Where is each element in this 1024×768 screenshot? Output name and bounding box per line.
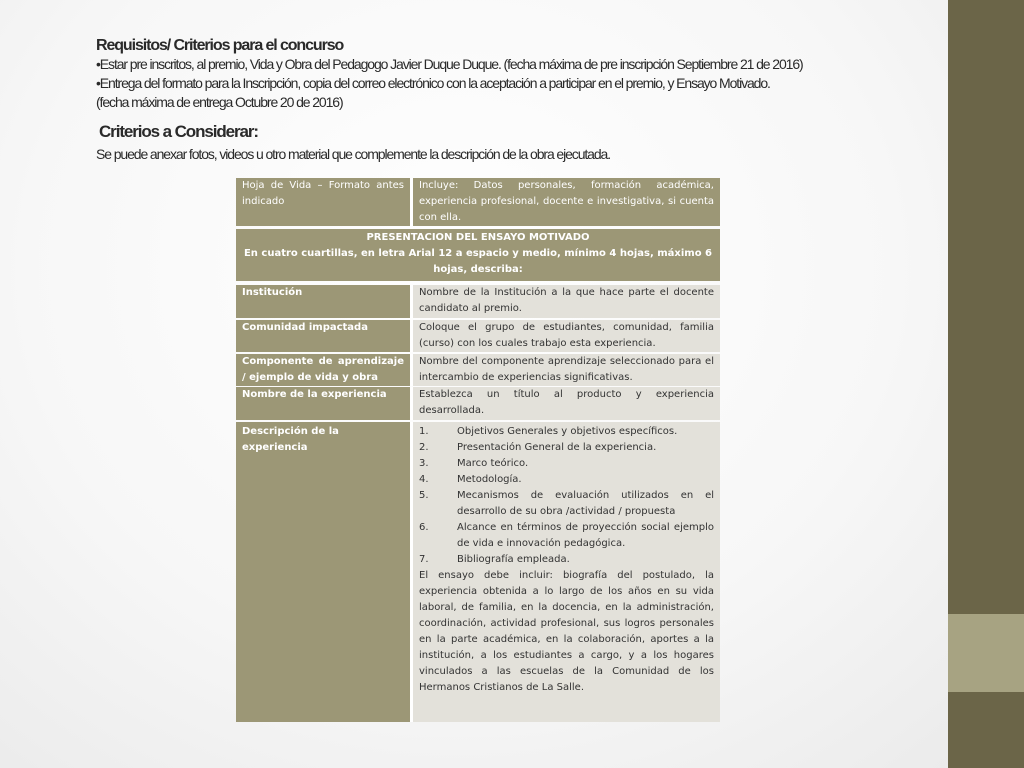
- slide-title: Requisitos/ Criterios para el concurso: [96, 37, 344, 54]
- criteria-list: [419, 424, 714, 568]
- slide-header: [96, 36, 936, 164]
- bullet-fecha-entrega: (fecha máxima de entrega Octubre 20 de 2016): [96, 94, 343, 110]
- ensayo-subtitle: En cuatro cuartillas, en letra Arial 12 a espacio y medio, mínimo 4 hojas, máximo 6 hojas, describa:: [243, 248, 713, 275]
- bullet-preinscripcion: •Estar pre inscritos, al premio, Vida y Obra del Pedagogo Javier Duque Duque. (fecha máxima de pre inscripción Septiembre 21 de 2016): [96, 56, 803, 72]
- row-label: Descripción de la experiencia: [236, 422, 410, 722]
- row-value: Nombre del componente aprendizaje seleccionado para el intercambio de experiencias significativas.: [410, 354, 720, 386]
- row-value: Incluye: Datos personales, formación académica, experiencia profesional, docente e investigativa, si cuenta con ella.: [410, 178, 720, 226]
- table-row-institucion: [236, 285, 720, 318]
- row-value: Coloque el grupo de estudiantes, comunidad, familia (curso) con los cuales trabajo esta experiencia.: [410, 320, 720, 352]
- list-item: 3. Marco teórico.: [419, 458, 529, 469]
- list-item: 1. Objetivos Generales y objetivos específicos.: [419, 426, 678, 437]
- ensayo-header: [236, 229, 720, 281]
- table-row-nombre-experiencia: [236, 387, 720, 420]
- row-value: Establezca un título al producto y experiencia desarrollada.: [410, 387, 720, 420]
- attachments-note: Se puede anexar fotos, videos u otro material que complemente la descripción de la obra ejecutada.: [96, 146, 611, 162]
- row-label: Comunidad impactada: [236, 320, 410, 352]
- table-row-descripcion: [236, 422, 720, 722]
- list-item: 4. Metodología.: [419, 474, 522, 485]
- list-item: 7. Bibliografía empleada.: [419, 554, 570, 565]
- criteria-table: [236, 178, 720, 722]
- row-label: Nombre de la experiencia: [236, 387, 410, 420]
- table-row-componente: [236, 354, 720, 386]
- list-item: 2. Presentación General de la experiencia.: [419, 442, 657, 453]
- bullet-entrega: •Entrega del formato para la Inscripción, copia del correo electrónico con la aceptación a participar en el premio, y Ensayo Motivado.: [96, 75, 770, 91]
- ensayo-title: PRESENTACION DEL ENSAYO MOTIVADO: [366, 232, 590, 243]
- row-value: Nombre de la Institución a la que hace parte el docente candidato al premio.: [410, 285, 720, 318]
- row-label: Componente de aprendizaje / ejemplo de vida y obra: [236, 354, 410, 386]
- row-label: Hoja de Vida – Formato antes indicado: [236, 178, 410, 226]
- row-value: [410, 422, 720, 722]
- sidebar-accent: [948, 614, 1024, 692]
- row-label: Institución: [236, 285, 410, 318]
- list-item: 6. Alcance en términos de proyección social ejemplo de vida e innovación pedagógica.: [419, 522, 714, 549]
- list-item: 5. Mecanismos de evaluación utilizados en el desarrollo de su obra /actividad / propuesta: [419, 490, 714, 517]
- section-subtitle: Criterios a Considerar:: [99, 122, 258, 141]
- table-row-comunidad: [236, 320, 720, 352]
- table-row-hoja-de-vida: [236, 178, 720, 226]
- ensayo-paragraph: El ensayo debe incluir: biografía del postulado, la experiencia obtenida a lo largo de los años en su vida laboral, de familia, en la docencia, en la administración, coordinación, actividad profesional, sus logros personales en la parte académica, en la colaboración, aportes a la institución, a los estudiantes a cargo, y a los hogares vinculados a las escuelas de la Comunidad de los Hermanos Cristianos de La Salle.: [419, 570, 714, 693]
